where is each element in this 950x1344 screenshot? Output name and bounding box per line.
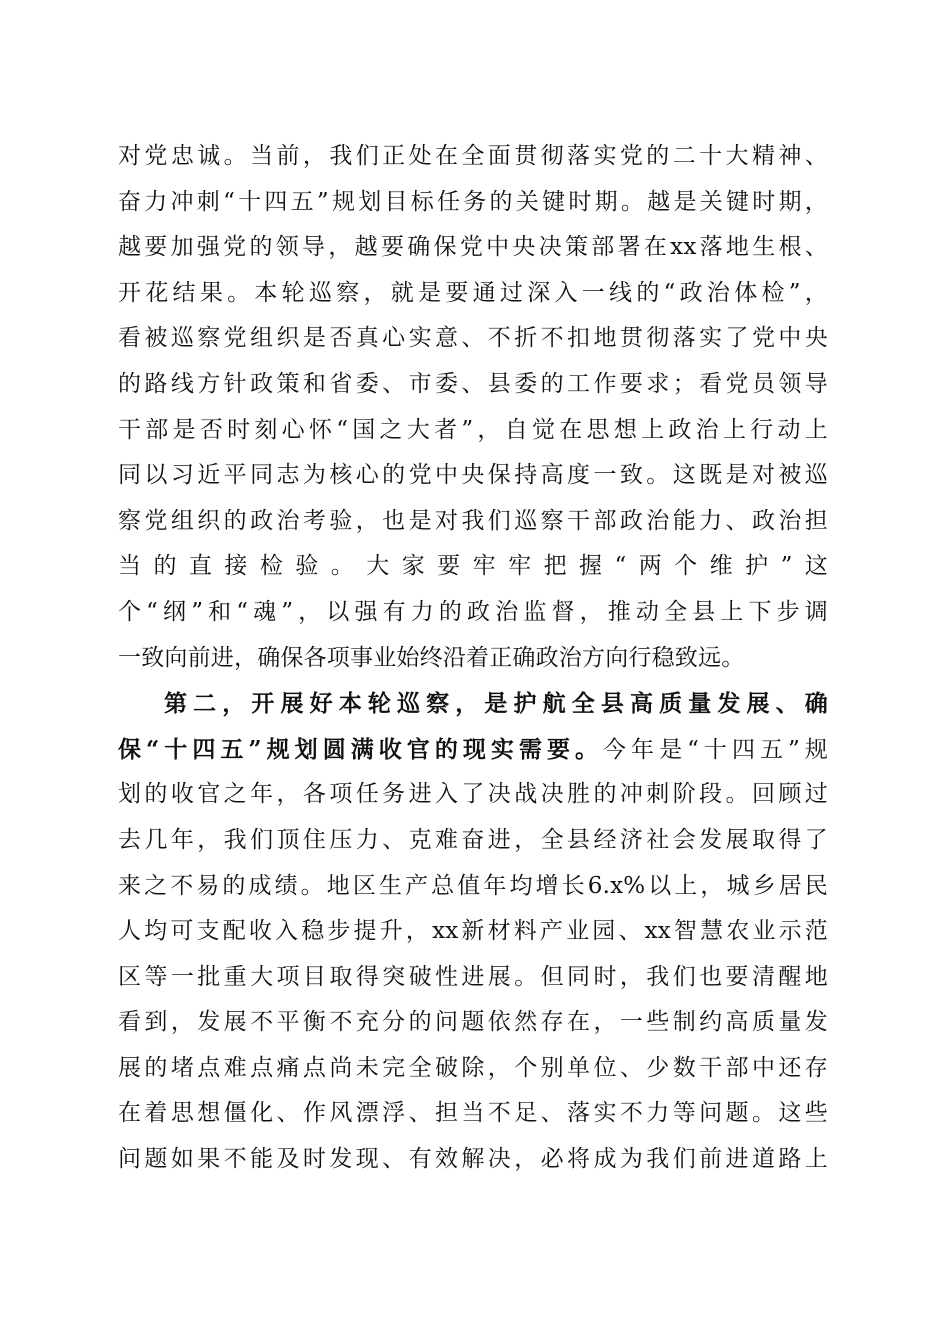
paragraph-line: 去几年，我们顶住压力、克难奋进，全县经济社会发展取得了 (118, 826, 828, 853)
paragraph-line: 划的收官之年，各项任务进入了决战决胜的冲刺阶段。回顾过 (118, 781, 828, 808)
paragraph-line: 开花结果。本轮巡察，就是要通过深入一线的“政治体检”， (118, 279, 828, 306)
document-page (118, 134, 828, 1183)
paragraph-line: 当的直接检验。大家要牢牢把握“两个维护”这 (118, 553, 828, 580)
paragraph-line: 看被巡察党组织是否真心实意、不折不扣地贯彻落实了党中央 (118, 325, 828, 352)
paragraph-line: 人均可支配收入稳步提升，xx新材料产业园、xx智慧农业示范 (118, 918, 828, 945)
paragraph-line: 个“纲”和“魂”，以强有力的政治监督，推动全县上下步调 (118, 598, 828, 625)
paragraph-line: 奋力冲刺“十四五”规划目标任务的关键时期。越是关键时期， (118, 188, 828, 215)
section-heading-line: 第二，开展好本轮巡察，是护航全县高质量发展、确 (164, 690, 828, 718)
paragraph-line: 越要加强党的领导，越要确保党中央决策部署在xx落地生根、 (118, 234, 828, 261)
paragraph-line: 问题如果不能及时发现、有效解决，必将成为我们前进道路上 (118, 1146, 828, 1173)
paragraph-line: 在着思想僵化、作风漂浮、担当不足、落实不力等问题。这些 (118, 1100, 828, 1127)
paragraph-line: 的路线方针政策和省委、市委、县委的工作要求；看党员领导 (118, 370, 828, 397)
paragraph-line: 一致向前进，确保各项事业始终沿着正确政治方向行稳致远。 (118, 644, 745, 671)
paragraph-line: 看到，发展不平衡不充分的问题依然存在，一些制约高质量发 (118, 1009, 828, 1036)
paragraph-line: 同以习近平同志为核心的党中央保持高度一致。这既是对被巡 (118, 462, 828, 489)
section-heading-mixed-line (118, 727, 828, 773)
paragraph-line: 展的堵点难点痛点尚未完全破除，个别单位、少数干部中还存 (118, 1054, 828, 1081)
paragraph-line: 来之不易的成绩。地区生产总值年均增长6.x%以上，城乡居民 (118, 872, 828, 899)
paragraph-line: 区等一批重大项目取得突破性进展。但同时，我们也要清醒地 (118, 963, 828, 990)
section-body-start: 今年是“十四五”规 (603, 736, 828, 763)
paragraph-line: 对党忠诚。当前，我们正处在全面贯彻落实党的二十大精神、 (118, 143, 828, 169)
section-heading-continuation: 保“十四五”规划圆满收官的现实需要。 (118, 735, 604, 763)
paragraph-line: 察党组织的政治考验，也是对我们巡察干部政治能力、政治担 (118, 507, 828, 534)
paragraph-line: 干部是否时刻心怀“国之大者”，自觉在思想上政治上行动上 (118, 416, 828, 443)
